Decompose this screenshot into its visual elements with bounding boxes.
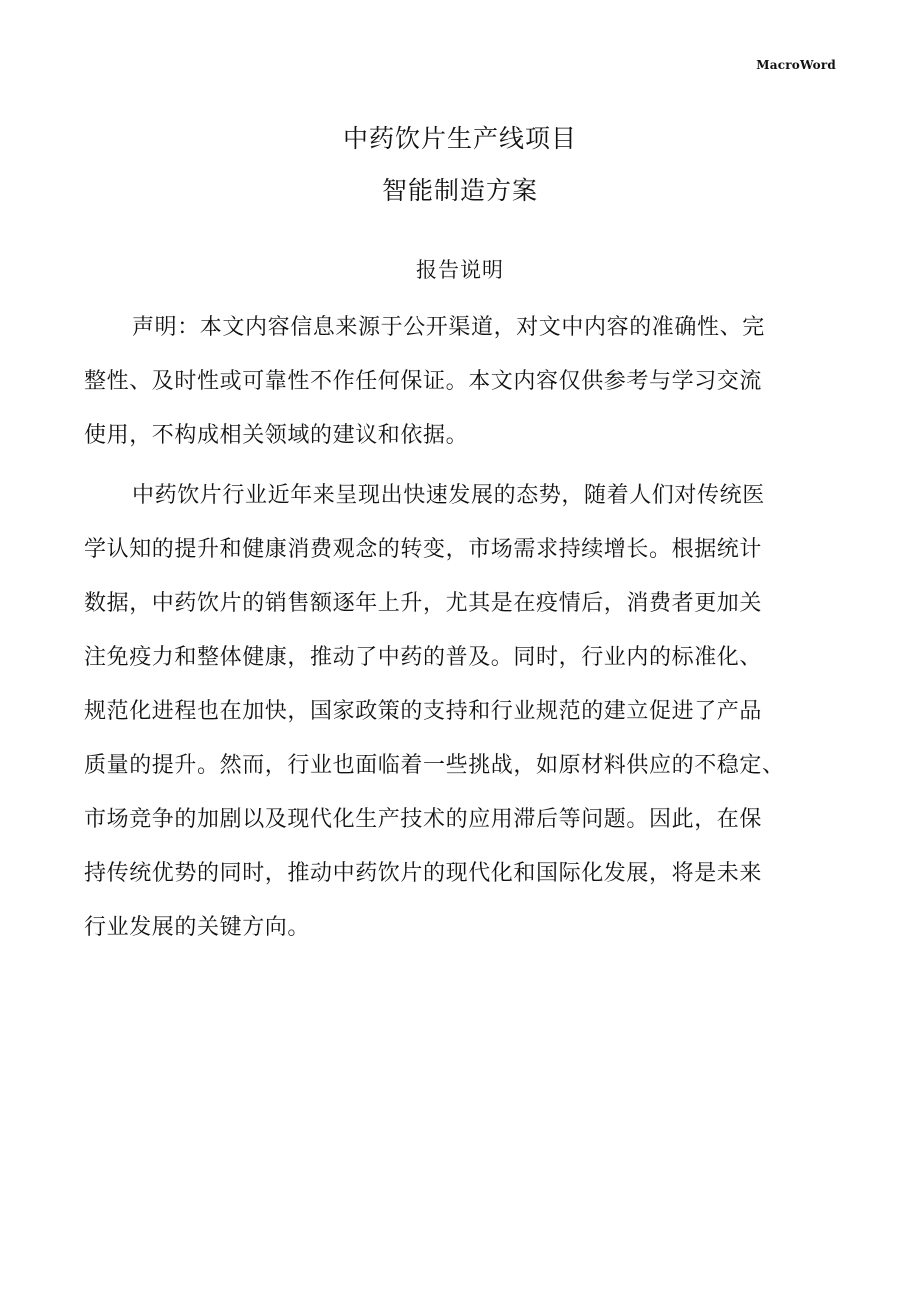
document-title-line-2: 智能制造方案 [381,176,538,205]
paragraph-line: 持传统优势的同时，推动中药饮片的现代化和国际化发展，将是未来 [84,861,763,886]
paragraph-line: 使用，不构成相关领域的建议和依据。 [84,423,469,448]
header-brand: MacroWord [756,58,836,72]
paragraph-line: 行业发展的关键方向。 [84,915,311,940]
section-heading: 报告说明 [416,258,504,282]
disclaimer-paragraph [84,314,844,476]
paragraph-line: 声明：本文内容信息来源于公开渠道，对文中内容的准确性、完 [132,315,765,340]
paragraph-line: 市场竞争的加剧以及现代化生产技术的应用滞后等问题。因此，在保 [84,807,763,832]
document-title-line-1: 中药饮片生产线项目 [342,124,577,153]
paragraph-line: 整性、及时性或可靠性不作任何保证。本文内容仅供参考与学习交流 [84,369,763,394]
paragraph-line: 学认知的提升和健康消费观念的转变，市场需求持续增长。根据统计 [84,537,763,562]
paragraph-line: 数据，中药饮片的销售额逐年上升，尤其是在疫情后，消费者更加关 [84,591,763,616]
paragraph-line: 质量的提升。然而，行业也面临着一些挑战，如原材料供应的不稳定、 [84,753,785,778]
industry-overview-paragraph [84,482,844,968]
paragraph-line: 中药饮片行业近年来呈现出快速发展的态势，随着人们对传统医 [132,483,765,508]
paragraph-line: 注免疫力和整体健康，推动了中药的普及。同时，行业内的标准化、 [84,645,763,670]
paragraph-line: 规范化进程也在加快，国家政策的支持和行业规范的建立促进了产品 [84,699,763,724]
